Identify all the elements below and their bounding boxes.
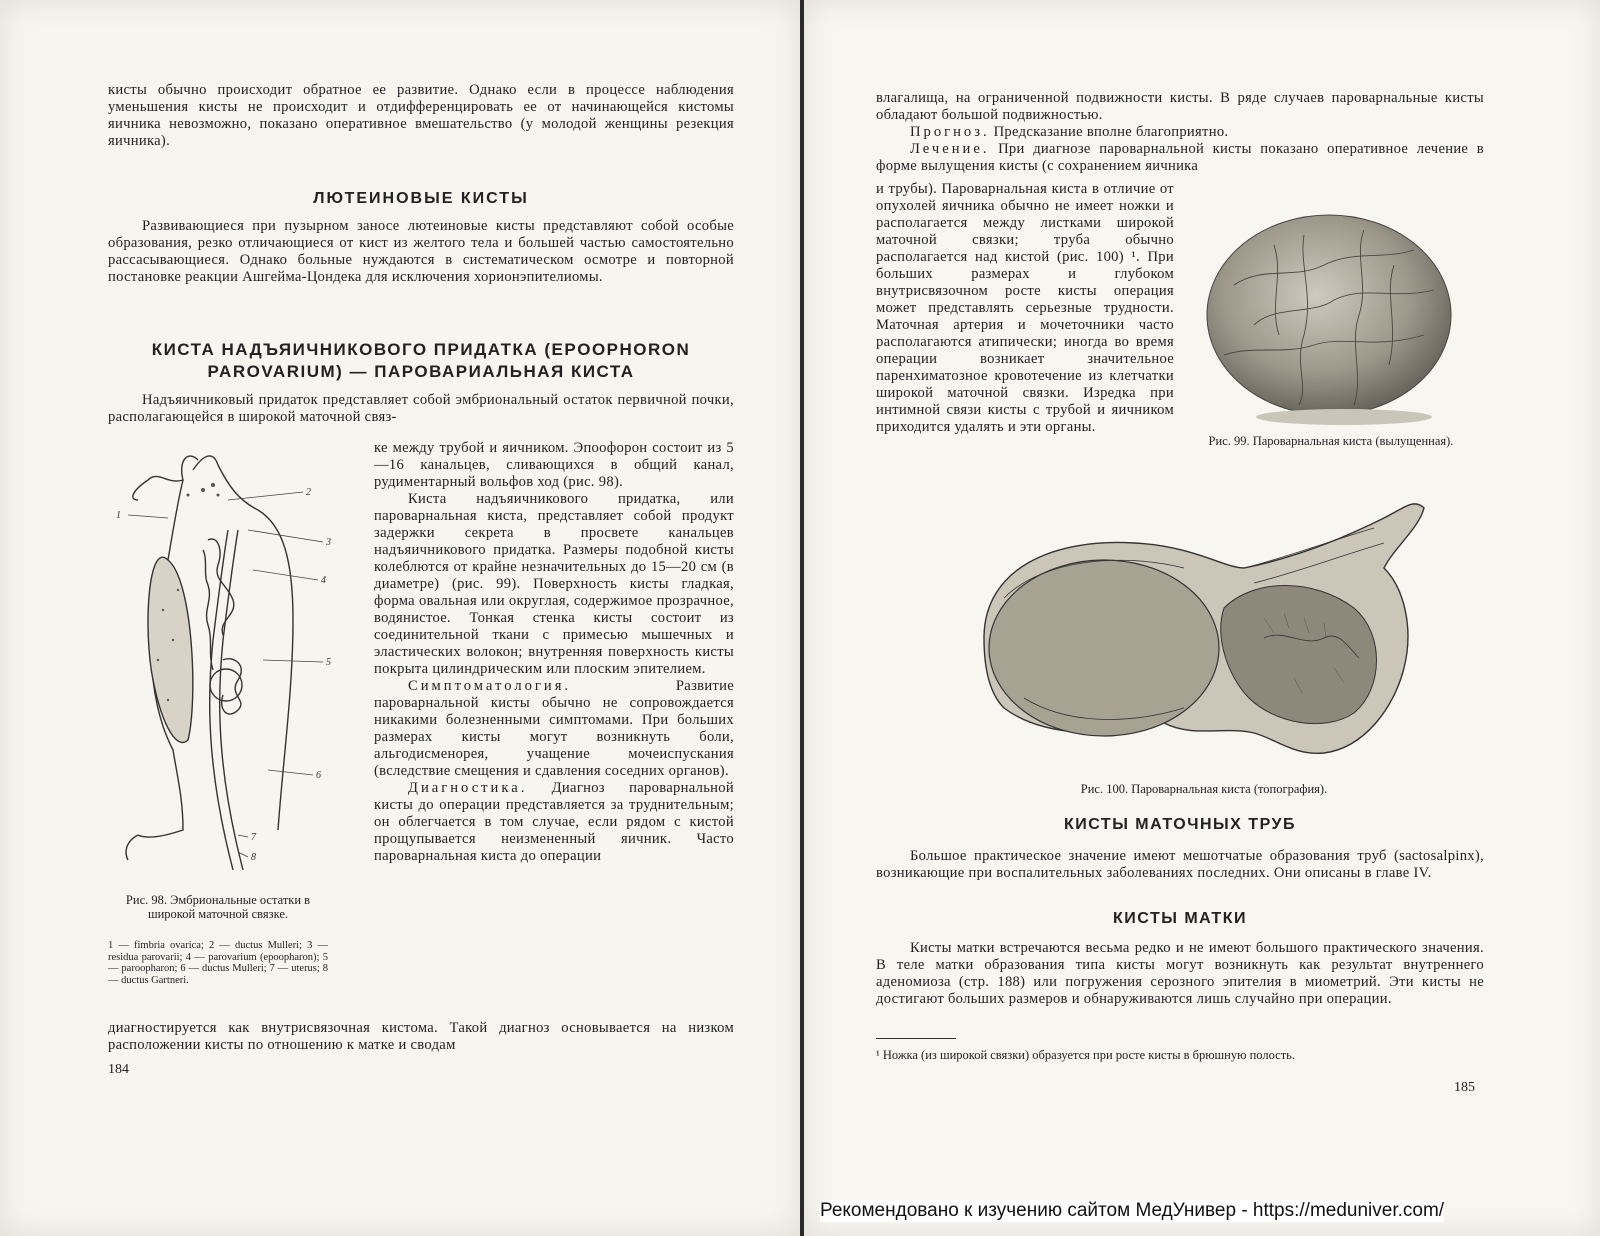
intro-paragraph [108, 82, 734, 150]
symptom-label: Симптоматология. [408, 678, 572, 694]
figure-98 [108, 440, 358, 880]
diag-text: Диагноз пароварнальной кисты до операции представляется за труднительным; он облегчается в том случае, если рядом с кистой прощупывается неизмененный яичник. Часто пароварнальная киста до операции [374, 780, 734, 864]
fig98-label-6: 6 [316, 770, 321, 781]
figure-98-legend: 1 — fimbria ovarica; 2 — ductus Mulleri; 3 — residua parovarii; 4 — parovarium (epoopharon); 5 — paroopharon; 6 — ductus Mulleri; 7 — uterus; 8 — ductus Gartneri. [108, 940, 328, 986]
right-intro-paragraph [876, 90, 1484, 175]
right-intro-text: влагалища, на ограниченной подвижности кисты. В ряде случаев пароварнальные кисты обладают большой подвижностью. [876, 90, 1484, 123]
fig98-label-8: 8 [251, 852, 256, 863]
column-text-left [374, 440, 734, 865]
para-wide-text: Надъяичниковый придаток представляет собой эмбриональный остаток первичной почки, располагающейся в широкой маточной связ- [108, 392, 734, 425]
page-number-right: 185 [1454, 1080, 1475, 1095]
figure-99-caption: Рис. 99. Пароварнальная киста (вылущенная). [1208, 434, 1454, 448]
fig98-label-5: 5 [326, 657, 331, 668]
fig98-label-3: 3 [326, 537, 331, 548]
figure-100 [964, 498, 1444, 768]
figure-98-drawing [108, 440, 358, 880]
uterus-text: Кисты матки встречаются весьма редко и не имеют большого практического значения. В теле матки образования типа кисты могут возникнуть как результат внутреннего аденомиоза (стр. 188) или погружения серозного эпителия в миометрий. Эти кисты не достигают больших размеров и обнаруживаются лишь случайно при операции. [876, 940, 1484, 1007]
figure-98-caption: Рис. 98. Эмбриональные остатки в широкой маточной связке. [125, 893, 311, 921]
column-text-2: Киста надъяичникового придатка, или пароварнальная киста, представляет собой продукт задержки секрета в просвете канальцев надъяичникового придатка. Размеры подобной кисты колеблются от крайне незначительных до 15—20 см (в диаметре) (рис. 99). Поверхность кисты гладкая, форма овальная или округлая, содержимое прозрачное, водянистое. Тонкая стенка кисты состоит из соединительной ткани с примесью мышечных и эластических волокон; внутренняя поверхность кисты покрыта цилиндрическим или плоским эпителием. [374, 491, 734, 677]
tubes-paragraph [876, 848, 1484, 882]
fig98-label-4: 4 [321, 575, 326, 586]
lutein-text: Развивающиеся при пузырном заносе лютеиновые кисты представляют собой особые образования, резко отличающиеся от кист из желтого тела и большей частью самостоятельно рассасывающиеся. Однако больные нуждаются в систематическом осмотре и повторной постановке реакции Ашгейма-Цондека для исключения хорионэпителиомы. [108, 218, 734, 285]
final-paragraph [108, 1020, 734, 1054]
tubes-text: Большое практическое значение имеют мешотчатые образования труб (sactosalpinx), возникающие при воспалительных заболеваниях последних. Они описаны в главе IV. [876, 848, 1484, 881]
heading-lutein: ЛЮТЕИНОВЫЕ КИСТЫ [313, 190, 529, 207]
heading-parovarium-line2: PAROVARIUM) — ПАРОВАРИАЛЬНАЯ КИСТА [207, 362, 635, 381]
treatment-label: Лечение. [910, 141, 990, 157]
symptom-text: Развитие пароварнальной кисты обычно не сопровождается никакими болезненными симптомами. При больших размерах кисты могут возникнуть боли, альгодисменорея, учащение мочеиспускания (вследствие смещения и сдавления соседних органов). [374, 678, 734, 779]
heading-uterus: КИСТЫ МАТКИ [1113, 910, 1247, 927]
footnote: ¹ Ножка (из широкой связки) образуется при росте кисты в брюшную полость. [876, 1048, 1296, 1062]
fig98-label-2: 2 [306, 487, 311, 498]
fig98-label-7: 7 [251, 832, 256, 843]
heading-parovarium-line1: КИСТА НАДЪЯИЧНИКОВОГО ПРИДАТКА (EPOOPHORON [151, 340, 691, 359]
footnote-divider [876, 1038, 956, 1039]
figure-100-caption: Рис. 100. Пароварнальная киста (топография). [1080, 782, 1328, 796]
watermark-meduniver: Рекомендовано к изучению сайтом МедУнивер - https://meduniver.com/ [820, 1200, 1445, 1221]
prognosis-label: Прогноз. [910, 124, 990, 140]
right-column-text [876, 181, 1174, 436]
column-text-1: ке между трубой и яичником. Эпоофорон состоит из 5—16 канальцев, сливающихся в общий канал, рудиментарный вольфов ход (рис. 98). [374, 440, 734, 490]
right-page [804, 0, 1600, 1236]
heading-tubes: КИСТЫ МАТОЧНЫХ ТРУБ [1064, 816, 1296, 833]
intro-text: кисты обычно происходит обратное ее развитие. Однако если в процессе наблюдения уменьшения кисты не происходит и отдифференцировать ее от начинающейся кистомы яичника невозможно, показано оперативное вмешательство (у молодой женщины резекция яичника). [108, 82, 734, 149]
right-column-body: и трубы). Пароварнальная киста в отличие от опухолей яичника обычно не имеет ножки и располагается между листками широкой маточной связки; труба обычно располагается над кистой (рис. 100) ¹. При больших размерах и глубоком внутрисвязочном росте кисты операция может представлять серьезные трудности. Маточная артерия и мочеточники часто располагаются атипически; иногда во время операции возникает значительное паренхиматозное кровотечение из клетчатки широкой маточной связки. Изредка при интимной связи кисты с трубой и яичником приходится удалять и эти органы. [876, 181, 1174, 435]
page-number-left: 184 [108, 1062, 129, 1077]
prognosis-text: Предсказание вполне благоприятно. [993, 124, 1229, 140]
diag-label: Диагностика. [408, 780, 528, 796]
uterus-paragraph [876, 940, 1484, 1008]
final-text: диагностируется как внутрисвязочная кистома. Такой диагноз основывается на низком расположении кисты по отношению к матке и сводам [108, 1020, 734, 1053]
fig98-label-1: 1 [116, 510, 121, 521]
figure-100-drawing [964, 498, 1444, 768]
figure-99 [1194, 205, 1464, 435]
para-wide [108, 392, 734, 426]
lutein-paragraph [108, 218, 734, 286]
treatment-text: При диагнозе пароварнальной кисты показано оперативное лечение в форме вылущения кисты (с сохранением яичника [876, 141, 1484, 174]
figure-99-drawing [1194, 205, 1464, 435]
